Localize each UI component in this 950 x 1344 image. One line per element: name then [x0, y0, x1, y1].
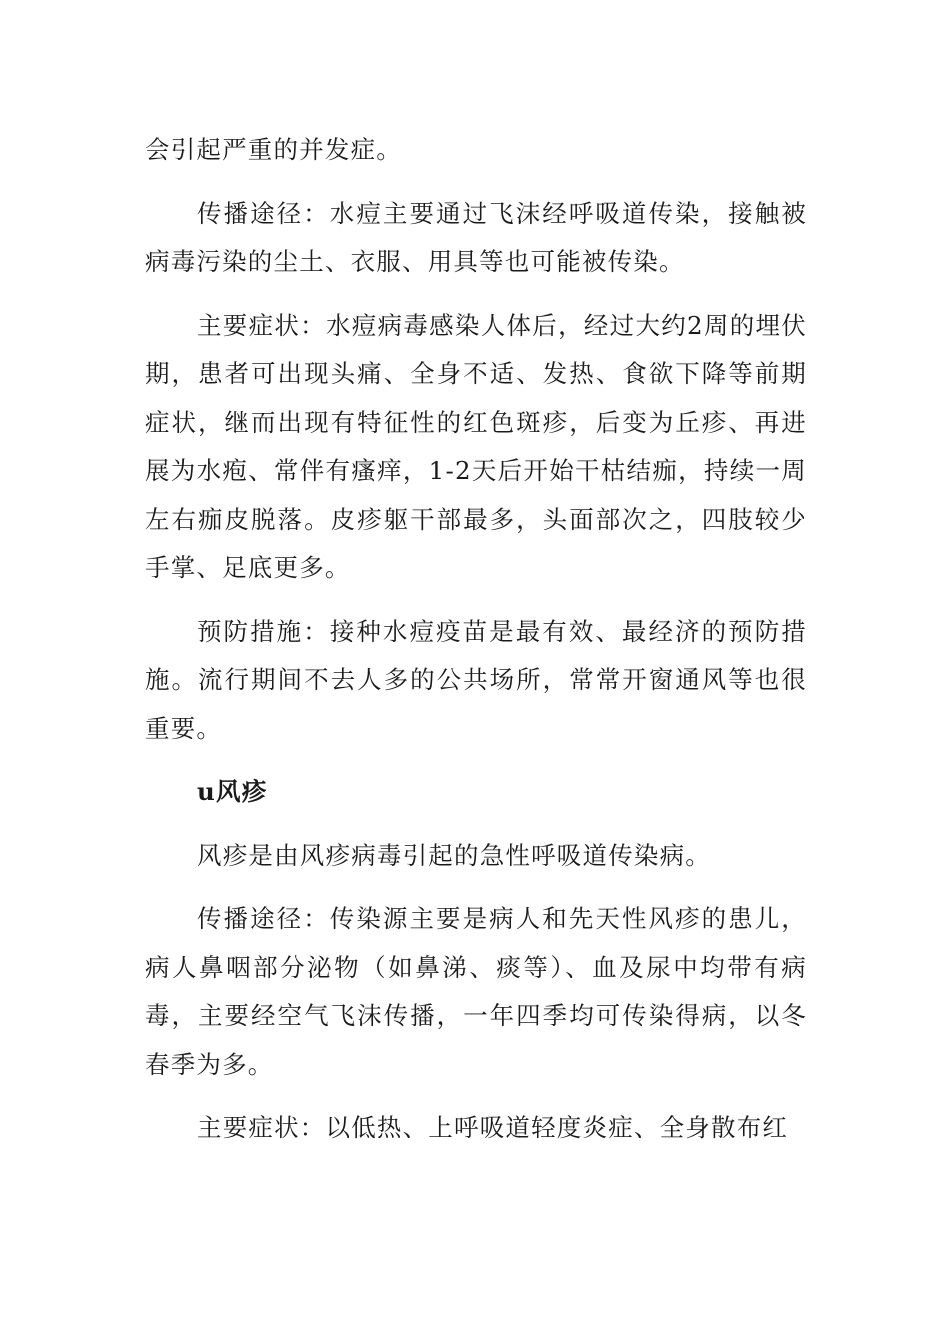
paragraph-varicella-transmission: 传播途径：水痘主要通过飞沫经呼吸道传染，接触被病毒污染的尘土、衣服、用具等也可能被传染。 [145, 198, 807, 276]
section-heading-rubella: u风疹 [197, 777, 268, 806]
paragraph-continuation: 会引起严重的并发症。 [145, 135, 402, 164]
paragraph-rubella-symptoms: 主要症状：以低热、上呼吸道轻度炎症、全身散布红 [197, 1113, 789, 1142]
paragraph-varicella-symptoms: 主要症状：水痘病毒感染人体后，经过大约2周的埋伏期，患者可出现头痛、全身不适、发热、食欲下降等前期症状，继而出现有特征性的红色斑疹，后变为丘疹、再进展为水疱、常伴有瘙痒，1-2天后开始干枯结痂，持续一周左右痂皮脱落。皮疹躯干部最多，头面部次之，四肢较少手掌、足底更多。 [145, 310, 807, 582]
paragraph-varicella-prevention: 预防措施：接种水痘疫苗是最有效、最经济的预防措施。流行期间不去人多的公共场所，常常开窗通风等也很重要。 [145, 616, 807, 743]
document-page [145, 126, 807, 1153]
paragraph-rubella-intro: 风疹是由风疹病毒引起的急性呼吸道传染病。 [197, 840, 711, 870]
paragraph-rubella-transmission: 传播途径：传染源主要是病人和先天性风疹的患儿，病人鼻咽部分泌物（如鼻涕、痰等）、血及尿中均带有病毒，主要经空气飞沫传播，一年四季均可传染得病，以冬春季为多。 [145, 904, 807, 1079]
